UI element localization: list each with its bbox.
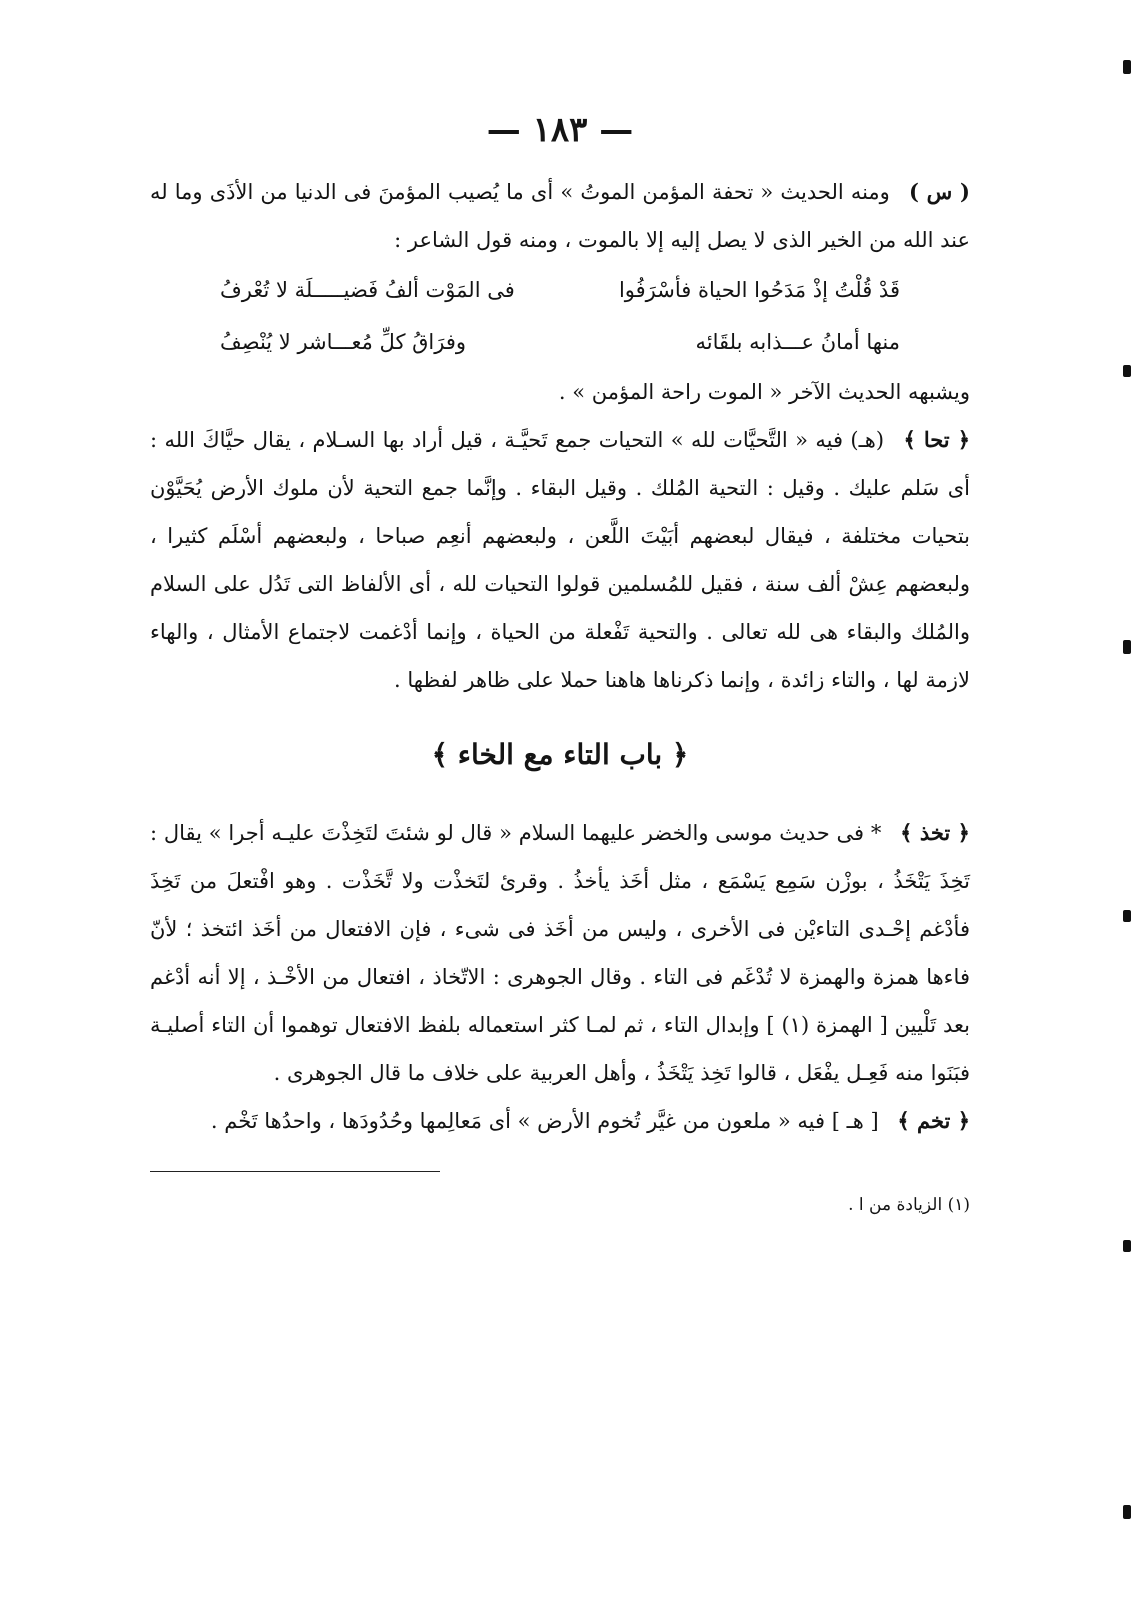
- verse-hemistich-left: وفرَاقُ كلِّ مُعـــاشر لا يُنْصِفُ: [220, 330, 467, 354]
- entry-takhm: [150, 1097, 970, 1145]
- paragraph-after-verse: ويشبهه الحديث الآخر « الموت راحة المؤمن » .: [558, 380, 970, 404]
- entry-headword: ﴿ تخذ ﴾: [900, 820, 970, 845]
- verse-line-2: [150, 316, 970, 368]
- verse-hemistich-right: منها أمانُ عـــذابه بلقَائه: [695, 330, 900, 354]
- page-number: — ١٨٣ —: [486, 110, 634, 150]
- scan-edge-mark: [1123, 365, 1131, 377]
- verse-hemistich-right: قَدْ قُلْتُ إذْ مَدَحُوا الحياة فأسْرَفُوا: [618, 278, 900, 302]
- scan-edge-mark: [1123, 1505, 1131, 1519]
- paragraph-tuhfa: [150, 168, 970, 264]
- footnote: (١) الزيادة من ا .: [848, 1195, 970, 1215]
- book-page: [150, 110, 970, 1220]
- entry-headword: ﴿ تحا ﴾: [903, 427, 971, 452]
- scan-edge-mark: [1123, 1240, 1131, 1252]
- entry-marker-sin: ( س ): [908, 179, 970, 204]
- entry-takhidh: [150, 809, 970, 1097]
- scan-edge-mark: [1123, 640, 1131, 654]
- footnote-divider: [150, 1171, 440, 1172]
- verse-line-1: [150, 264, 970, 316]
- section-heading: ﴿ باب التاء مع الخاء ﴾: [431, 738, 689, 771]
- scan-edge-mark: [1123, 910, 1131, 922]
- entry-tahiya: [150, 416, 970, 704]
- verse-hemistich-left: فى المَوْت ألفُ فَضيـــــلَة لا تُعْرفُ: [220, 278, 515, 302]
- paragraph-text: ومنه الحديث « تحفة المؤمن الموتُ » أى ما يُصيب المؤمنَ فى الدنيا من الأذَى وما له عند الله من الخير الذى لا يصل إليه إلا بالموت ، ومنه قول الشاعر :: [150, 180, 970, 252]
- entry-text: (هـ) فيه « التَّحيَّات لله » التحيات جمع تَحيَّـة ، قيل أراد بها السـلام ، يقال حيَّاكَ الله : أى سَلم عليك . وقيل : التحية المُلك . وقيل البقاء . وإنَّما جمع التحية لأن ملوك الأرض يُحَيَّوْن بتحيات مختلفة ، فيقال لبعضهم أبَيْتَ اللَّعن ، ولبعضهم أنعِم صباحا ، ولبعضهم أسْلَم كثيرا ، ولبعضهم عِشْ ألف سنة ، فقيل للمُسلمين قولوا التحيات لله ، أى الألفاظ التى تَدُل على السلام والمُلك والبقاء هى لله تعالى . والتحية تَفْعلة من الحياة ، وإنما أدْغمت لاجتماع الأمثال ، والهاء لازمة لها ، والتاء زائدة ، وإنما ذكرناها هاهنا حملا على ظاهر لفظها .: [150, 428, 970, 692]
- entry-text: [ هـ ] فيه « ملعون من غيَّر تُخوم الأرض » أى مَعالِمها وحُدُودَها ، واحدُها تَخْم .: [210, 1109, 879, 1133]
- entry-text: * فى حديث موسى والخضر عليهما السلام « قال لو شئتَ لتَخِذْتَ عليـه أجرا » يقال : تَخِذَ يَتْخَذُ ، بوزْن سَمِع يَسْمَع ، مثل أخَذ يأخذُ . وقرئ لتَخذْت ولا تَّخَذْت . وهو افْتعلَ من تَخِذَ فأدْغم إحْـدى التاءيْن فى الأخرى ، وليس من أخَذ فى شىء ، فإن الافتعال من أخَذ ائتخذ ؛ لأنّ فاءها همزة والهمزة لا تُدْغَم فى التاء . وقال الجوهرى : الاتّخاذ ، افتعال من الأخْـذ ، إلا أنه أدْغم بعد تَلْيين [ الهمزة (١) ] وإبدال التاء ، ثم لمـا كثر استعماله بلفظ الافتعال توهموا أن التاء أصليـة فبَنَوا منه فَعِـل يفْعَل ، قالوا تَخِذ يَتْخَذُ ، وأهل العربية على خلاف ما قال الجوهرى .: [150, 821, 970, 1085]
- scan-edge-mark: [1123, 60, 1131, 74]
- entry-headword: ﴿ تخم ﴾: [897, 1108, 970, 1133]
